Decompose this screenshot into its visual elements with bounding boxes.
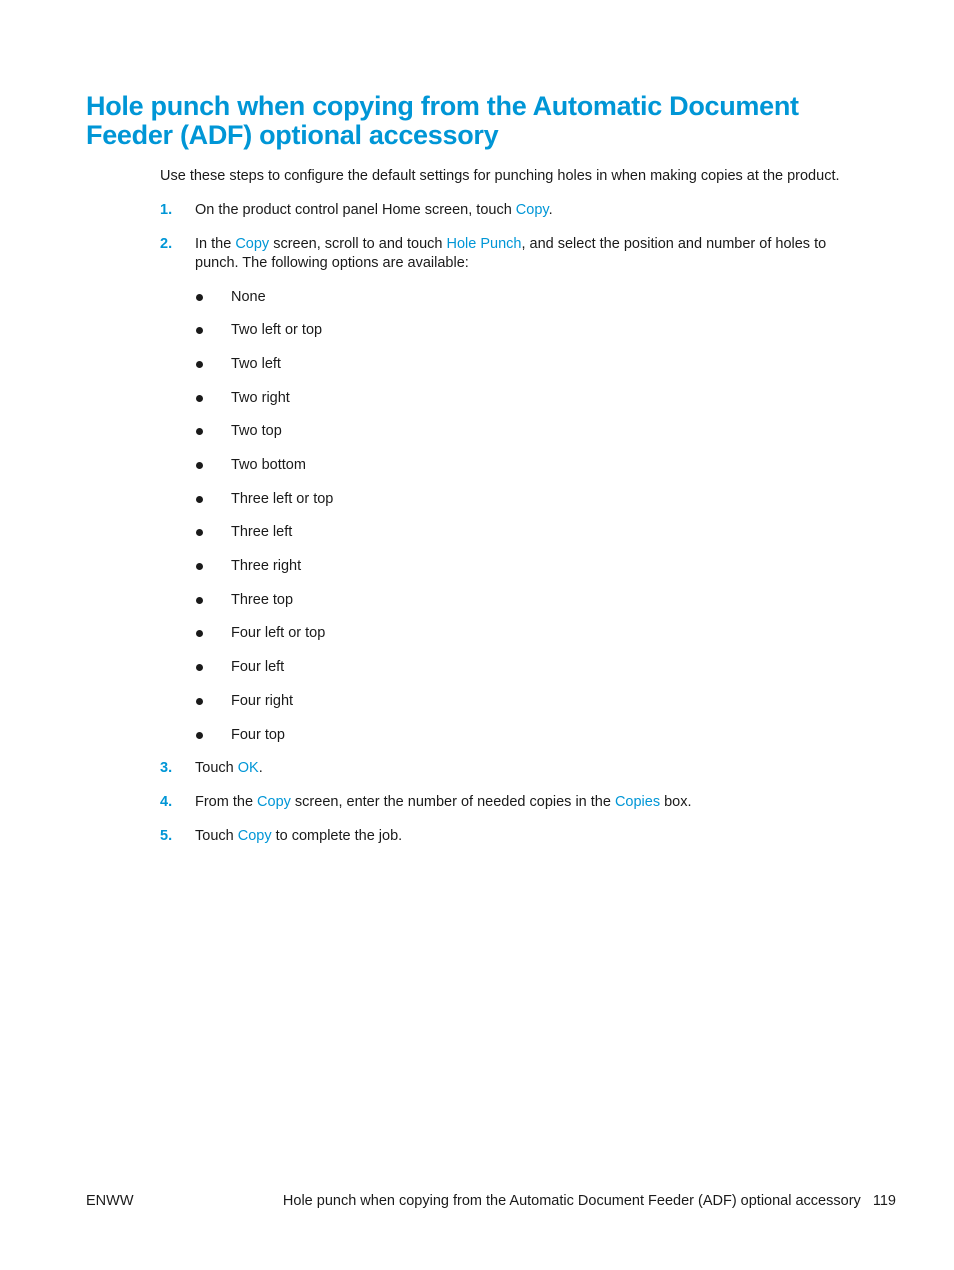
footer-right	[283, 1192, 896, 1211]
step-text: In the Copy screen, scroll to and touch Hole Punch, and select the position and number of holes to punch. The following options are available:	[195, 236, 827, 271]
bullet-icon	[196, 496, 203, 503]
bullet-icon	[196, 732, 203, 739]
bullet-icon	[196, 428, 203, 435]
step-text: From the Copy screen, enter the number of needed copies in the Copies box.	[195, 794, 692, 810]
bullet-icon	[196, 361, 203, 368]
hole-punch-link[interactable]: Hole Punch	[446, 236, 522, 252]
step-number: 3.	[160, 760, 173, 776]
bullet-icon	[196, 630, 203, 637]
bullet-icon	[196, 327, 203, 334]
footer-left: ENWW	[86, 1193, 134, 1209]
copy-link[interactable]: Copy	[237, 828, 272, 844]
bullet-icon	[196, 529, 203, 536]
bullet-icon	[196, 462, 203, 469]
bullet-icon	[196, 664, 203, 671]
bullet-icon	[196, 597, 203, 604]
bullet-icon	[196, 563, 203, 570]
step-text: Touch OK.	[195, 760, 263, 776]
step-number: 1.	[160, 202, 173, 218]
bullet-icon	[196, 294, 203, 301]
copies-link[interactable]: Copies	[614, 794, 661, 810]
bullet-icon	[196, 698, 203, 705]
step-number: 5.	[160, 828, 173, 844]
step-number: 4.	[160, 794, 173, 810]
copy-link[interactable]: Copy	[235, 236, 270, 252]
intro-paragraph: Use these steps to configure the default settings for punching holes in when making copies at the product.	[160, 168, 840, 184]
copy-link[interactable]: Copy	[515, 202, 549, 218]
page-number: 119	[872, 1193, 896, 1209]
bullet-icon	[196, 395, 203, 402]
step-number: 2.	[160, 236, 173, 252]
footer-title: Hole punch when copying from the Automatic Document Feeder (ADF) optional accessory	[282, 1193, 861, 1209]
copy-link[interactable]: Copy	[257, 794, 291, 810]
step-text: On the product control panel Home screen, touch Copy.	[195, 202, 553, 218]
ok-link[interactable]: OK	[237, 760, 259, 776]
page-title: Hole punch when copying from the Automatic Document Feeder (ADF) optional accessory	[86, 91, 799, 150]
step-text: Touch Copy to complete the job.	[195, 828, 403, 844]
